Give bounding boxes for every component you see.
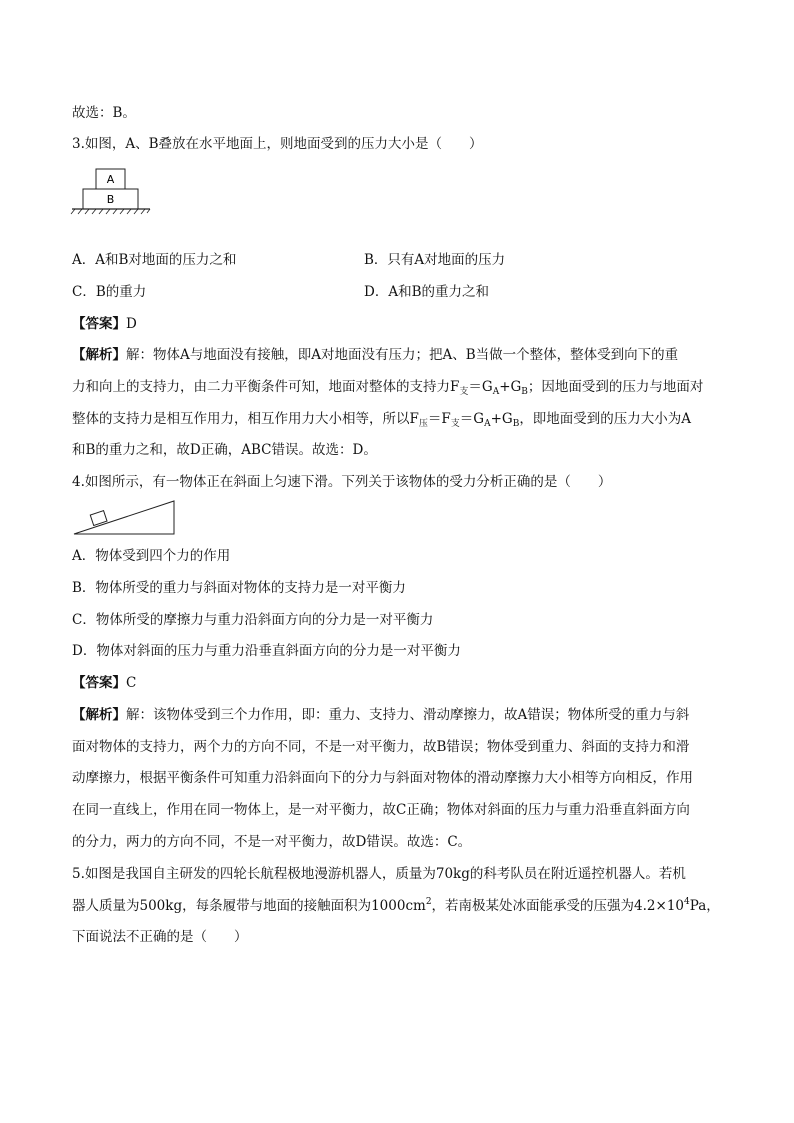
q3-analysis-line-4: 和B的重力之和，故D正确，ABC错误。故选：D。 <box>72 442 377 458</box>
q4-answer: 【答案】C <box>72 675 137 691</box>
q4-option-a: A．物体受到四个力的作用 <box>72 548 231 564</box>
q5-stem-line-1: 5.如图是我国自主研发的四轮长航程极地漫游机器人，质量为70kg的科考队员在附近遥控机器人。若机 <box>72 866 686 882</box>
block-b-label: B <box>106 193 115 206</box>
previous-conclusion: 故选：B。 <box>72 105 136 121</box>
q3-option-b: B．只有A对地面的压力 <box>364 252 506 268</box>
q4-option-c: C．物体所受的摩擦力与重力沿斜面方向的分力是一对平衡力 <box>72 612 434 628</box>
q3-answer <box>72 314 137 334</box>
q5-stem-line-2: 器人质量为500kg，每条履带与地面的接触面积为$1000cm^2$，若南极某处冰面能承受的压强为$4.2\times 10^4Pa$， <box>72 897 720 914</box>
answer-label: 【答案】 <box>72 316 126 332</box>
q4-stem: 4.如图所示，有一物体正在斜面上匀速下滑。下列关于该物体的受力分析正确的是（ ） <box>72 474 612 490</box>
q4-option-b: B．物体所受的重力与斜面对物体的支持力是一对平衡力 <box>72 580 406 596</box>
q5-stem-line-3: 下面说法不正确的是（ ） <box>72 929 248 945</box>
q4-analysis-line-1: 【解析】解：该物体受到三个力作用，即：重力、支持力、滑动摩擦力，故A错误；物体所受的重力与斜 <box>72 707 690 723</box>
q4-incline-figure <box>70 498 180 538</box>
q3-analysis-line-1: 【解析】解：物体A与地面没有接触，即A对地面没有压力；把A、B当做一个整体，整体受到向下的重 <box>72 347 679 363</box>
q3-stem: 3.如图，A、B叠放在水平地面上，则地面受到的压力大小是（ ） <box>72 136 483 152</box>
q3-option-c: C．B的重力 <box>72 284 147 300</box>
block-a-label: A <box>106 173 115 186</box>
q3-stacked-blocks-figure <box>70 166 152 216</box>
analysis-label: 【解析】 <box>72 347 126 363</box>
sliding-block <box>90 511 107 526</box>
q4-analysis-line-3: 动摩擦力，根据平衡条件可知重力沿斜面向下的分力与斜面对物体的滑动摩擦力大小相等方向相反，作用 <box>72 770 693 786</box>
q4-analysis-line-4: 在同一直线上，作用在同一物体上，是一对平衡力，故C正确；物体对斜面的压力与重力沿垂直斜面方向 <box>72 802 690 818</box>
q3-analysis-line-3: 整体的支持力是相互作用力，相互作用力大小相等，所以$F_压=F_支=G_A+G_B$，即地面受到的压力大小为A <box>72 411 692 429</box>
q3-option-d: D．A和B的重力之和 <box>364 284 489 300</box>
q4-option-d: D．物体对斜面的压力与重力沿垂直斜面方向的分力是一对平衡力 <box>72 643 461 659</box>
q3-option-a: A．A和B对地面的压力之和 <box>72 252 237 268</box>
q3-analysis-line-2: 力和向上的支持力，由二力平衡条件可知，地面对整体的支持力$F_支=G_A+G_B$；因地面受到的压力与地面对 <box>72 379 704 397</box>
q4-analysis-line-2: 面对物体的支持力，两个力的方向不同，不是一对平衡力，故B错误；物体受到重力、斜面的支持力和滑 <box>72 739 690 755</box>
q4-analysis-line-5: 的分力，两力的方向不同，不是一对平衡力，故D错误。故选：C。 <box>72 834 472 850</box>
answer-value: D <box>126 316 137 332</box>
